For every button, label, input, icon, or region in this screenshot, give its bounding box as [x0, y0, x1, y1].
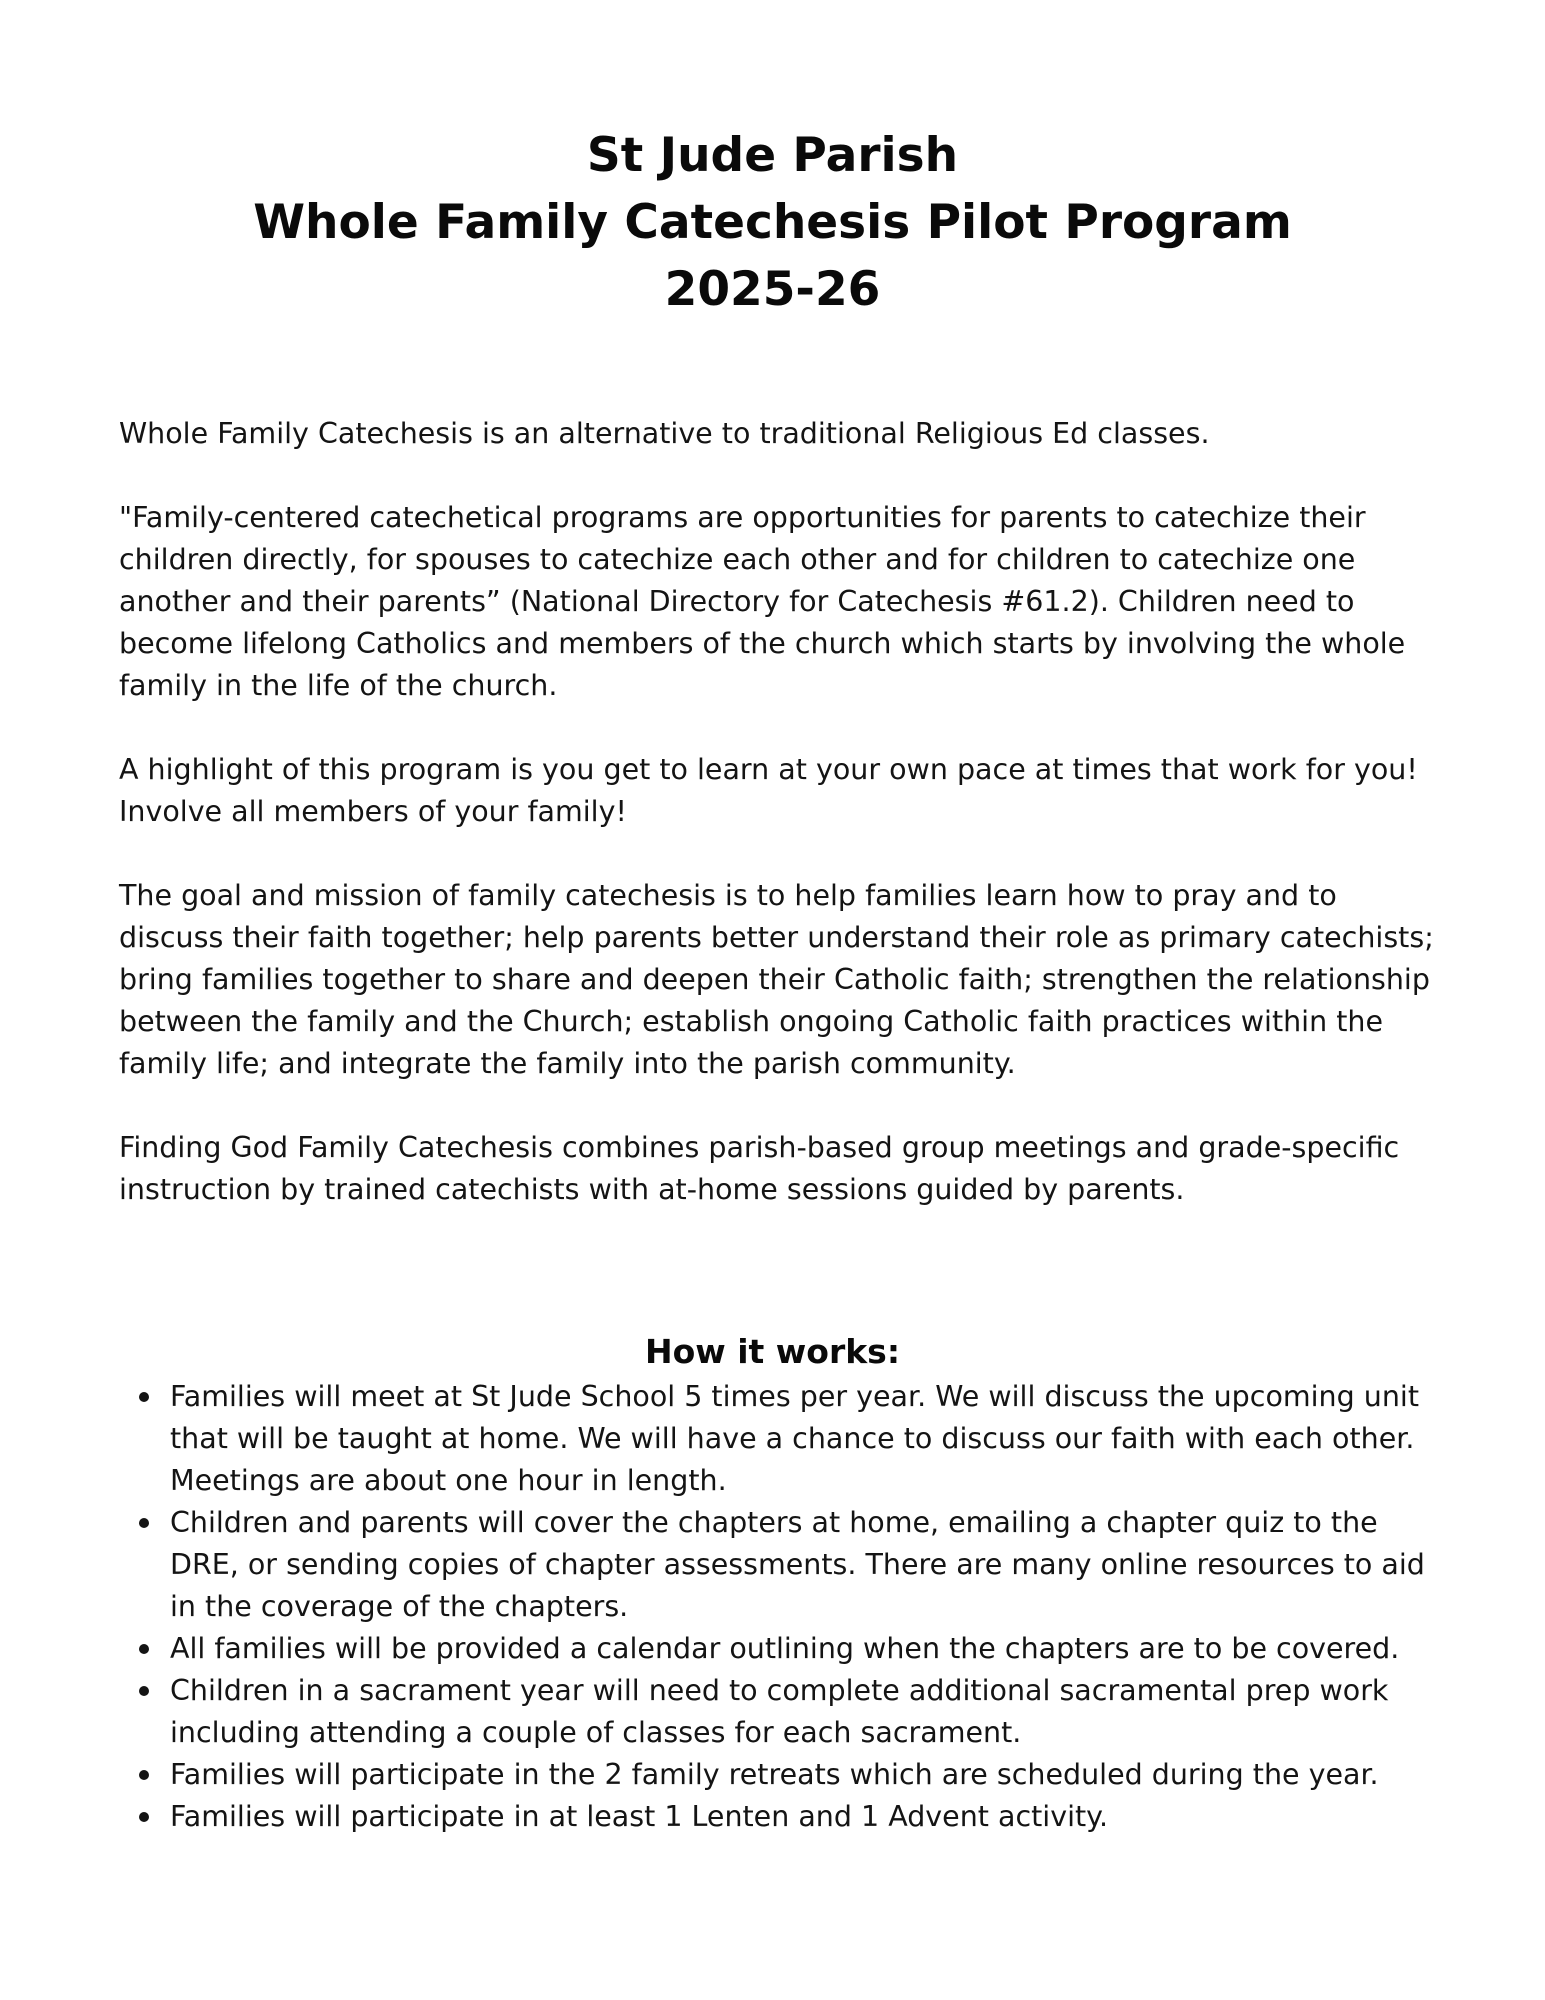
- list-item: [119, 1796, 1449, 1838]
- bullet-icon: [139, 1518, 149, 1528]
- list-item: [119, 1376, 1449, 1502]
- bullet-icon: [139, 1644, 149, 1654]
- bullet-icon: [139, 1686, 149, 1696]
- list-item-text: All families will be provided a calendar outlining when the chapters are to be covered.: [170, 1632, 1400, 1665]
- list-item: [119, 1502, 1449, 1628]
- paragraph-quote: "Family-centered catechetical programs are opportunities for parents to catechize their children directly, for spouses to catechize each other and for children to catechize one another and their parents” (National Directory for Catechesis #61.2). Children need to become lifelong Catholics and members of the church which starts by involving the whole family in the life of the church.: [119, 501, 1406, 702]
- list-item-text: Families will meet at St Jude School 5 times per year. We will discuss the upcoming unit that will be taught at home. We will have a chance to discuss our faith with each other. Meetings are about one hour in length.: [170, 1380, 1419, 1497]
- bullet-icon: [139, 1770, 149, 1780]
- title-parish: St Jude Parish: [586, 128, 959, 183]
- list-item-text: Families will participate in at least 1 Lenten and 1 Advent activity.: [170, 1800, 1109, 1833]
- list-item-text: Families will participate in the 2 family retreats which are scheduled during the year.: [170, 1758, 1379, 1791]
- list-item: [119, 1670, 1449, 1754]
- paragraph-highlight: A highlight of this program is you get to learn at your own pace at times that work for you! Involve all members of your family!: [119, 753, 1418, 828]
- list-item: [119, 1628, 1449, 1670]
- intro-section: [119, 413, 1449, 1253]
- bullet-icon: [139, 1812, 149, 1822]
- how-it-works-list: [119, 1376, 1449, 1838]
- paragraph-intro: Whole Family Catechesis is an alternative to traditional Religious Ed classes.: [119, 417, 1210, 450]
- list-item-text: Children in a sacrament year will need to complete additional sacramental prep work including attending a couple of classes for each sacrament.: [170, 1674, 1389, 1749]
- document-title: [0, 122, 1545, 323]
- how-it-works-heading: How it works:: [644, 1332, 901, 1371]
- title-year: 2025-26: [664, 262, 881, 317]
- list-item-text: Children and parents will cover the chapters at home, emailing a chapter quiz to the DRE, or sending copies of chapter assessments. There are many online resources to aid in the coverage of the chapters.: [170, 1506, 1425, 1623]
- bullet-icon: [139, 1392, 149, 1402]
- paragraph-goal: The goal and mission of family catechesis is to help families learn how to pray and to discuss their faith together; help parents better understand their role as primary catechists; bring families together to share and deepen their Catholic faith; strengthen the relationship between the family and the Church; establish ongoing Catholic faith practices within the family life; and integrate the family into the parish community.: [119, 879, 1434, 1080]
- paragraph-finding-god: Finding God Family Catechesis combines parish-based group meetings and grade-specific instruction by trained catechists with at-home sessions guided by parents.: [119, 1131, 1400, 1206]
- list-item: [119, 1754, 1449, 1796]
- title-program: Whole Family Catechesis Pilot Program: [253, 195, 1292, 250]
